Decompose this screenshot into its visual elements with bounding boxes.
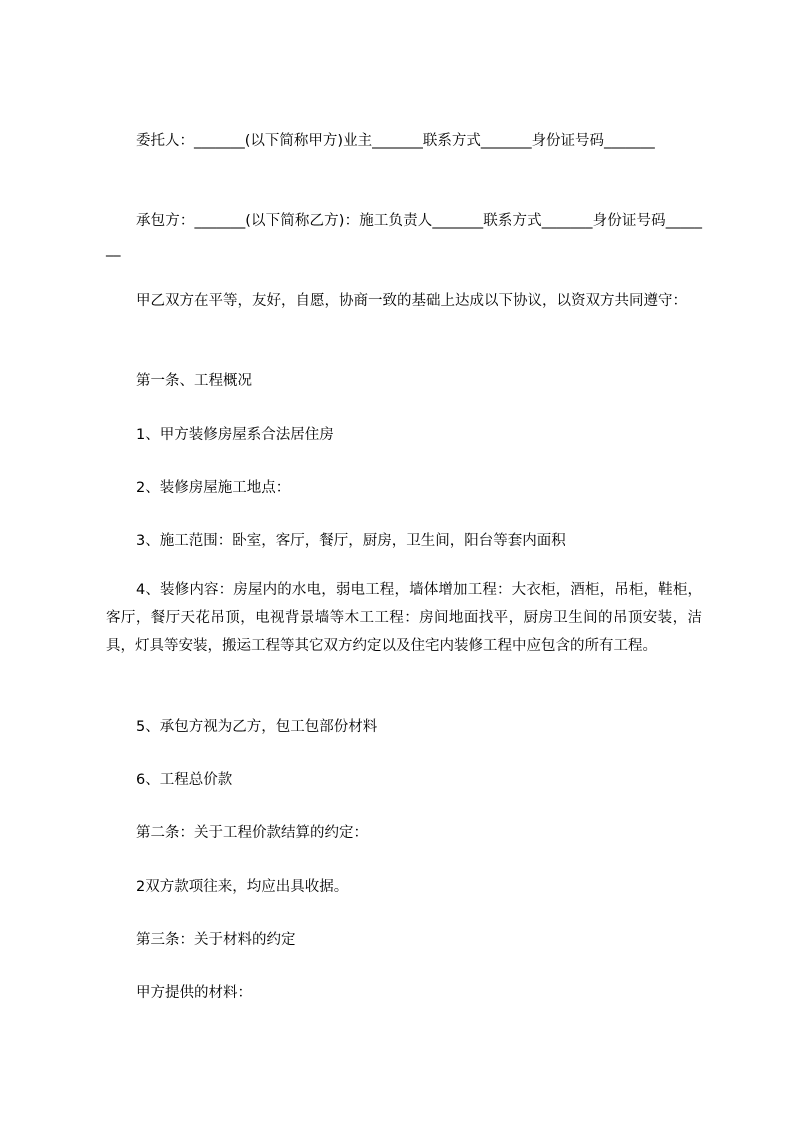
list-item-2: 2、装修房屋施工地点： [136, 480, 291, 496]
list-item-1: 1、甲方装修房屋系合法居住房 [136, 427, 334, 443]
section-heading-1: 第一条、工程概况 [136, 373, 252, 389]
list-item-5: 5、承包方视为乙方，包工包部份材料 [136, 719, 378, 735]
list-item-3: 3、施工范围：卧室，客厅，餐厅，厨房，卫生间，阳台等套内面积 [136, 533, 566, 549]
clause-agreement-intro: 甲乙双方在平等，友好，自愿，协商一致的基础上达成以下协议，以资双方共同遵守： [136, 293, 687, 309]
clause-contractor-info: 承包方：_______(以下简称乙方)：施工负责人_______联系方式_______身份证号码_______ [106, 213, 702, 257]
clause-client-info: 委托人：_______(以下简称甲方)业主_______联系方式_______身份证号码_______ [136, 133, 655, 149]
materials-label: 甲方提供的材料： [136, 985, 252, 1001]
list-item-4: 4、装修内容：房屋内的水电，弱电工程，墙体增加工程：大衣柜，酒柜，吊柜，鞋柜，客厅，餐厅天花吊顶，电视背景墙等木工工程：房间地面找平，厨房卫生间的吊顶安装，洁具，灯具等安装，搬运工程等其它双方约定以及住宅内装修工程中应包含的所有工程。 [106, 582, 702, 654]
list-item-6: 6、工程总价款 [136, 772, 233, 788]
list-item-payment: 2双方款项往来，均应出具收据。 [136, 879, 349, 895]
section-heading-3: 第三条：关于材料的约定 [136, 932, 296, 948]
section-heading-2: 第二条：关于工程价款结算的约定： [136, 825, 368, 841]
